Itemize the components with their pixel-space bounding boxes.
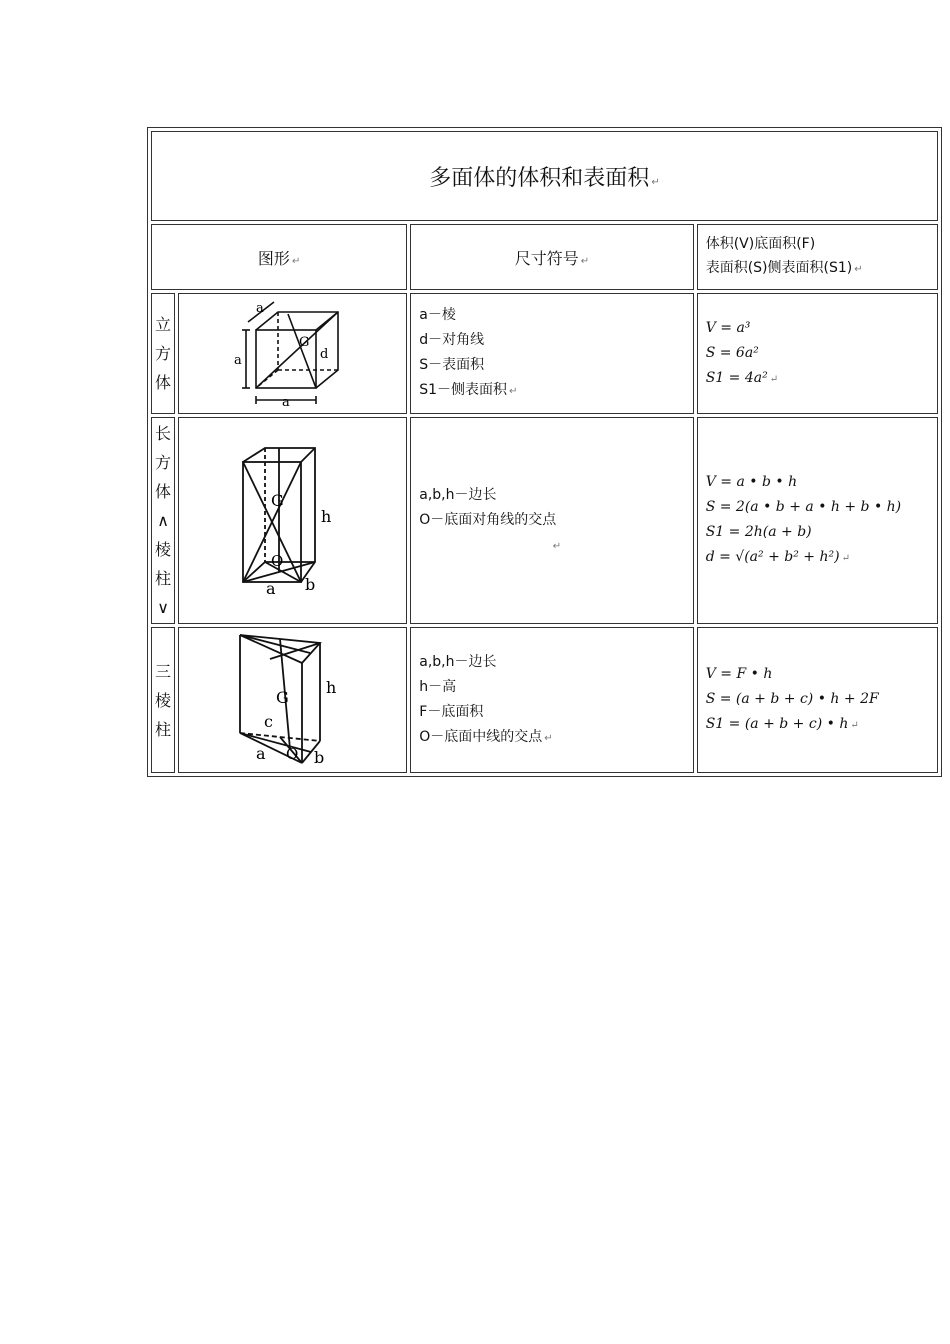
formula-line: V = a • b • h: [705, 474, 798, 490]
table-title: 多面体的体积和表面积: [429, 165, 650, 191]
cuboid-label-b: b: [304, 574, 315, 594]
cuboid-label-h: h: [320, 506, 331, 526]
symbol-line: F－底面积: [419, 703, 484, 720]
formula-line: S = (a + b + c) • h + 2F: [705, 691, 879, 707]
polyhedra-table-container: [147, 127, 942, 781]
cube-label-g: G: [298, 334, 310, 350]
header-figure: 图形 ↵: [151, 224, 407, 290]
header-figure-label: 图形: [257, 248, 290, 268]
symbol-line: a－棱: [419, 307, 456, 323]
symbol-line: O－底面对角线的交点: [419, 511, 557, 528]
table-row-cuboid: [151, 417, 938, 624]
prism-label-c: c: [263, 712, 273, 731]
formula-line: d = √(a² + b² + h²) ↵: [705, 549, 850, 565]
cuboid-symbols: a,b,h－边长 O－底面对角线的交点 ↵: [410, 417, 693, 624]
prism-label-g: G: [275, 688, 289, 707]
cuboid-label-g: G: [270, 490, 284, 510]
cuboid-diagram: [233, 444, 353, 594]
cuboid-figure-cell: [178, 417, 407, 624]
row-label-cube: 立 方 体: [151, 293, 175, 414]
prism-label-a: a: [255, 744, 266, 763]
row-label-cuboid: 长 方 体 ∧ 棱 柱 ∨: [151, 417, 175, 624]
symbol-line: O－底面中线的交点 ↵: [419, 728, 553, 745]
cuboid-formulas: [697, 417, 938, 624]
formula-line: V = F • h: [705, 666, 773, 682]
cube-label-a-bottom: a: [281, 394, 290, 408]
symbol-line: a,b,h－边长: [419, 486, 497, 503]
triangular-prism-diagram: [228, 629, 358, 767]
table-row-triangular-prism: [151, 627, 938, 773]
formula-line: S1 = 2h(a + b): [705, 524, 812, 540]
prism-figure-cell: [178, 627, 407, 773]
symbol-line: d－对角线: [419, 332, 485, 348]
formula-line: V = a³: [705, 319, 751, 336]
cuboid-label-o: O: [270, 551, 283, 570]
formula-line: S1 = 4a² ↵: [705, 369, 779, 386]
prism-label-h: h: [325, 678, 336, 697]
symbol-line: h－高: [419, 678, 457, 695]
header-formulas: [697, 224, 938, 290]
polyhedra-table: [147, 127, 942, 777]
prism-symbols: [410, 627, 693, 773]
header-formula-line1: 体积(V)底面积(F): [705, 236, 816, 252]
cube-figure-cell: [178, 293, 407, 414]
symbol-line: a,b,h－边长: [419, 653, 497, 670]
header-formula-line2: 表面积(S)侧表面积(S1) ↵: [705, 260, 863, 276]
cube-label-d: d: [319, 346, 329, 362]
cube-formulas: [697, 293, 938, 414]
table-title-cell: 多面体的体积和表面积 ↵: [151, 131, 938, 221]
cube-diagram: [228, 296, 358, 408]
prism-label-b: b: [313, 748, 324, 767]
cube-symbols: [410, 293, 693, 414]
header-symbols-label: 尺寸符号: [514, 248, 579, 268]
formula-line: S1 = (a + b + c) • h ↵: [705, 716, 859, 732]
table-row-cube: [151, 293, 938, 414]
symbol-line: S1－侧表面积 ↵: [419, 382, 518, 398]
cuboid-label-a: a: [265, 578, 276, 594]
row-label-triangular-prism: 三 棱 柱: [151, 627, 175, 773]
prism-label-o: O: [285, 745, 298, 763]
formula-line: S = 6a²: [705, 344, 759, 361]
cube-label-a-top: a: [255, 300, 264, 316]
cube-label-a-left: a: [233, 352, 242, 368]
formula-line: S = 2(a • b + a • h + b • h): [705, 499, 902, 515]
symbol-line: S－表面积: [419, 357, 485, 373]
header-symbols: 尺寸符号 ↵: [410, 224, 693, 290]
prism-formulas: [697, 627, 938, 773]
